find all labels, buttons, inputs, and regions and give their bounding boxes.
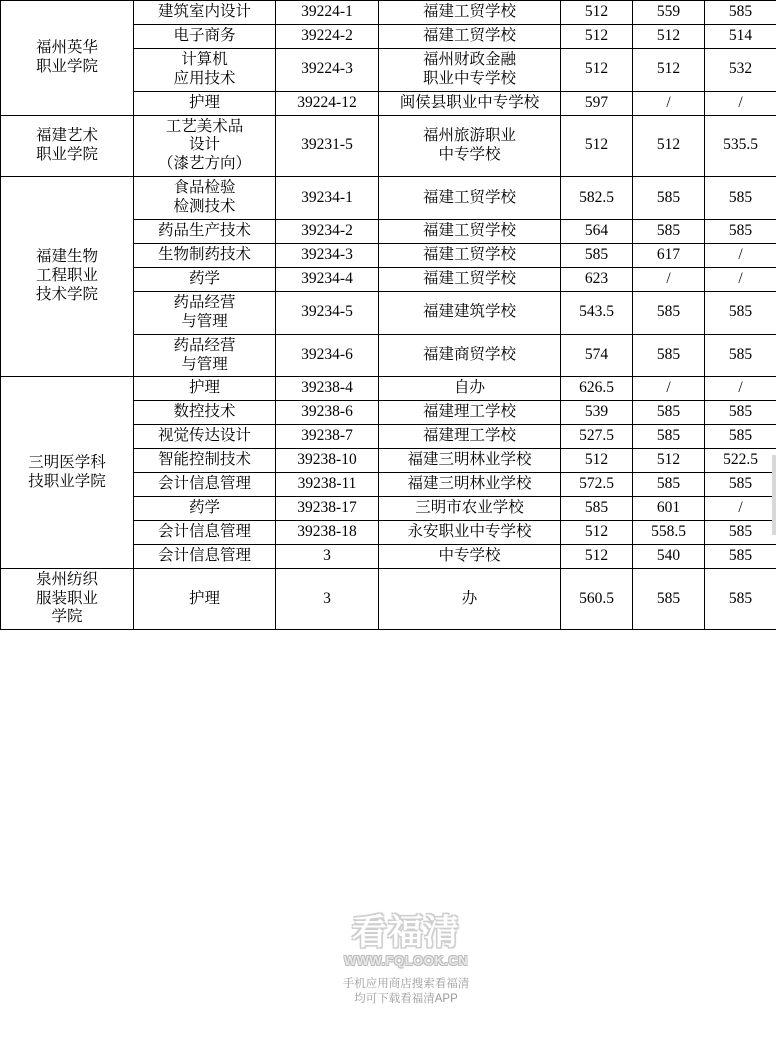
major-cell: 视觉传达设计 (134, 425, 276, 449)
major-code-cell: 39224-1 (276, 1, 379, 25)
partner-school-cell: 中专学校 (379, 544, 561, 568)
school-name-cell: 福建艺术 职业学院 (1, 115, 134, 177)
partner-school-cell: 福建工贸学校 (379, 1, 561, 25)
score-cell-3: 532 (705, 48, 776, 91)
partner-school-cell: 闽侯县职业中专学校 (379, 91, 561, 115)
partner-school-cell: 福建三明林业学校 (379, 449, 561, 473)
major-cell: 计算机 应用技术 (134, 48, 276, 91)
partner-school-cell: 福建三明林业学校 (379, 473, 561, 497)
partner-school-cell: 福建工贸学校 (379, 220, 561, 244)
table-row (1, 568, 776, 630)
table-row (1, 377, 776, 401)
scrollbar-artifact[interactable] (772, 455, 776, 535)
score-cell-1: 585 (561, 496, 633, 520)
table-row (1, 1, 776, 25)
score-cell-2: 512 (633, 115, 705, 177)
school-name-cell: 三明医学科 技职业学院 (1, 377, 134, 568)
score-cell-3: 585 (705, 568, 776, 630)
major-cell: 生物制药技术 (134, 243, 276, 267)
score-cell-3: 585 (705, 425, 776, 449)
school-name-cell: 泉州纺织 服装职业 学院 (1, 568, 134, 630)
score-cell-3: 585 (705, 177, 776, 220)
score-cell-2: 585 (633, 334, 705, 377)
score-cell-1: 512 (561, 1, 633, 25)
major-code-cell: 39224-2 (276, 24, 379, 48)
score-cell-2: 585 (633, 177, 705, 220)
score-cell-3: / (705, 496, 776, 520)
major-cell: 药品经营 与管理 (134, 291, 276, 334)
major-cell: 护理 (134, 91, 276, 115)
score-cell-1: 512 (561, 520, 633, 544)
watermark-title: 看福清 (351, 913, 460, 952)
major-cell: 智能控制技术 (134, 449, 276, 473)
major-cell: 食品检验 检测技术 (134, 177, 276, 220)
partner-school-cell: 福建工贸学校 (379, 24, 561, 48)
score-cell-2: 585 (633, 568, 705, 630)
score-cell-2: / (633, 267, 705, 291)
partner-school-cell: 福建工贸学校 (379, 243, 561, 267)
score-cell-3: 585 (705, 334, 776, 377)
major-code-cell: 3 (276, 544, 379, 568)
major-cell: 会计信息管理 (134, 520, 276, 544)
table-row (1, 177, 776, 220)
major-code-cell: 39238-18 (276, 520, 379, 544)
major-cell: 建筑室内设计 (134, 1, 276, 25)
partner-school-cell: 福建商贸学校 (379, 334, 561, 377)
score-cell-2: 512 (633, 449, 705, 473)
partner-school-cell: 福建建筑学校 (379, 291, 561, 334)
score-cell-3: 585 (705, 220, 776, 244)
score-cell-1: 527.5 (561, 425, 633, 449)
score-cell-3: 585 (705, 291, 776, 334)
score-cell-2: 585 (633, 401, 705, 425)
score-cell-2: 558.5 (633, 520, 705, 544)
score-cell-2: 585 (633, 291, 705, 334)
score-cell-2: 585 (633, 473, 705, 497)
score-cell-1: 574 (561, 334, 633, 377)
score-cell-1: 539 (561, 401, 633, 425)
major-cell: 工艺美术品 设计 （漆艺方向） (134, 115, 276, 177)
score-cell-3: 585 (705, 473, 776, 497)
major-code-cell: 39238-4 (276, 377, 379, 401)
score-table-body (1, 1, 776, 630)
score-cell-1: 512 (561, 115, 633, 177)
partner-school-cell: 自办 (379, 377, 561, 401)
score-cell-2: / (633, 91, 705, 115)
major-code-cell: 39238-10 (276, 449, 379, 473)
score-cell-1: 512 (561, 24, 633, 48)
score-cell-2: 617 (633, 243, 705, 267)
major-cell: 药品生产技术 (134, 220, 276, 244)
score-cell-1: 626.5 (561, 377, 633, 401)
watermark-subtitle (311, 977, 501, 1008)
score-cell-1: 512 (561, 544, 633, 568)
major-cell: 护理 (134, 377, 276, 401)
score-cell-3: / (705, 267, 776, 291)
partner-school-cell: 福建理工学校 (379, 425, 561, 449)
major-cell: 药学 (134, 496, 276, 520)
partner-school-cell: 福建工贸学校 (379, 177, 561, 220)
watermark-sub-line1: 手机应用商店搜索看福清 (342, 977, 470, 990)
major-code-cell: 39234-3 (276, 243, 379, 267)
partner-school-cell: 福州财政金融 职业中专学校 (379, 48, 561, 91)
partner-school-cell: 办 (379, 568, 561, 630)
score-cell-2: 601 (633, 496, 705, 520)
watermark-url: WWW.FQLOOK.CN (343, 952, 469, 968)
major-code-cell: 39238-17 (276, 496, 379, 520)
table-row (1, 115, 776, 177)
major-code-cell: 39224-3 (276, 48, 379, 91)
score-cell-2: 512 (633, 48, 705, 91)
score-cell-3: 585 (705, 1, 776, 25)
major-code-cell: 39234-5 (276, 291, 379, 334)
watermark-sub-line2: 均可下载看福清APP (354, 993, 458, 1006)
score-cell-1: 585 (561, 243, 633, 267)
major-code-cell: 39238-11 (276, 473, 379, 497)
score-cell-3: / (705, 243, 776, 267)
score-cell-3: 585 (705, 544, 776, 568)
score-cell-1: 560.5 (561, 568, 633, 630)
score-cell-2: 512 (633, 24, 705, 48)
major-cell: 药品经营 与管理 (134, 334, 276, 377)
score-cell-1: 512 (561, 48, 633, 91)
major-code-cell: 39234-4 (276, 267, 379, 291)
score-cell-3: / (705, 91, 776, 115)
major-cell: 药学 (134, 267, 276, 291)
watermark (311, 915, 501, 1008)
score-cell-2: 540 (633, 544, 705, 568)
major-cell: 电子商务 (134, 24, 276, 48)
major-code-cell: 39234-1 (276, 177, 379, 220)
score-cell-1: 582.5 (561, 177, 633, 220)
major-code-cell: 39234-2 (276, 220, 379, 244)
score-cell-3: 514 (705, 24, 776, 48)
score-cell-1: 597 (561, 91, 633, 115)
major-cell: 会计信息管理 (134, 544, 276, 568)
major-cell: 数控技术 (134, 401, 276, 425)
partner-school-cell: 福建工贸学校 (379, 267, 561, 291)
partner-school-cell: 永安职业中专学校 (379, 520, 561, 544)
school-name-cell: 福建生物 工程职业 技术学院 (1, 177, 134, 377)
partner-school-cell: 三明市农业学校 (379, 496, 561, 520)
score-cell-3: 585 (705, 520, 776, 544)
score-cell-3: 535.5 (705, 115, 776, 177)
score-cell-1: 512 (561, 449, 633, 473)
score-cell-1: 623 (561, 267, 633, 291)
major-code-cell: 39234-6 (276, 334, 379, 377)
major-cell: 会计信息管理 (134, 473, 276, 497)
score-cell-1: 543.5 (561, 291, 633, 334)
score-cell-3: 585 (705, 401, 776, 425)
major-cell: 护理 (134, 568, 276, 630)
partner-school-cell: 福建理工学校 (379, 401, 561, 425)
score-cell-3: 522.5 (705, 449, 776, 473)
major-code-cell: 39238-7 (276, 425, 379, 449)
score-cell-2: 585 (633, 425, 705, 449)
score-cell-2: / (633, 377, 705, 401)
score-cell-3: / (705, 377, 776, 401)
score-cell-1: 564 (561, 220, 633, 244)
major-code-cell: 39224-12 (276, 91, 379, 115)
school-name-cell: 福州英华 职业学院 (1, 1, 134, 116)
score-cell-1: 572.5 (561, 473, 633, 497)
partner-school-cell: 福州旅游职业 中专学校 (379, 115, 561, 177)
score-cell-2: 585 (633, 220, 705, 244)
major-code-cell: 39238-6 (276, 401, 379, 425)
major-code-cell: 3 (276, 568, 379, 630)
major-code-cell: 39231-5 (276, 115, 379, 177)
score-cell-2: 559 (633, 1, 705, 25)
